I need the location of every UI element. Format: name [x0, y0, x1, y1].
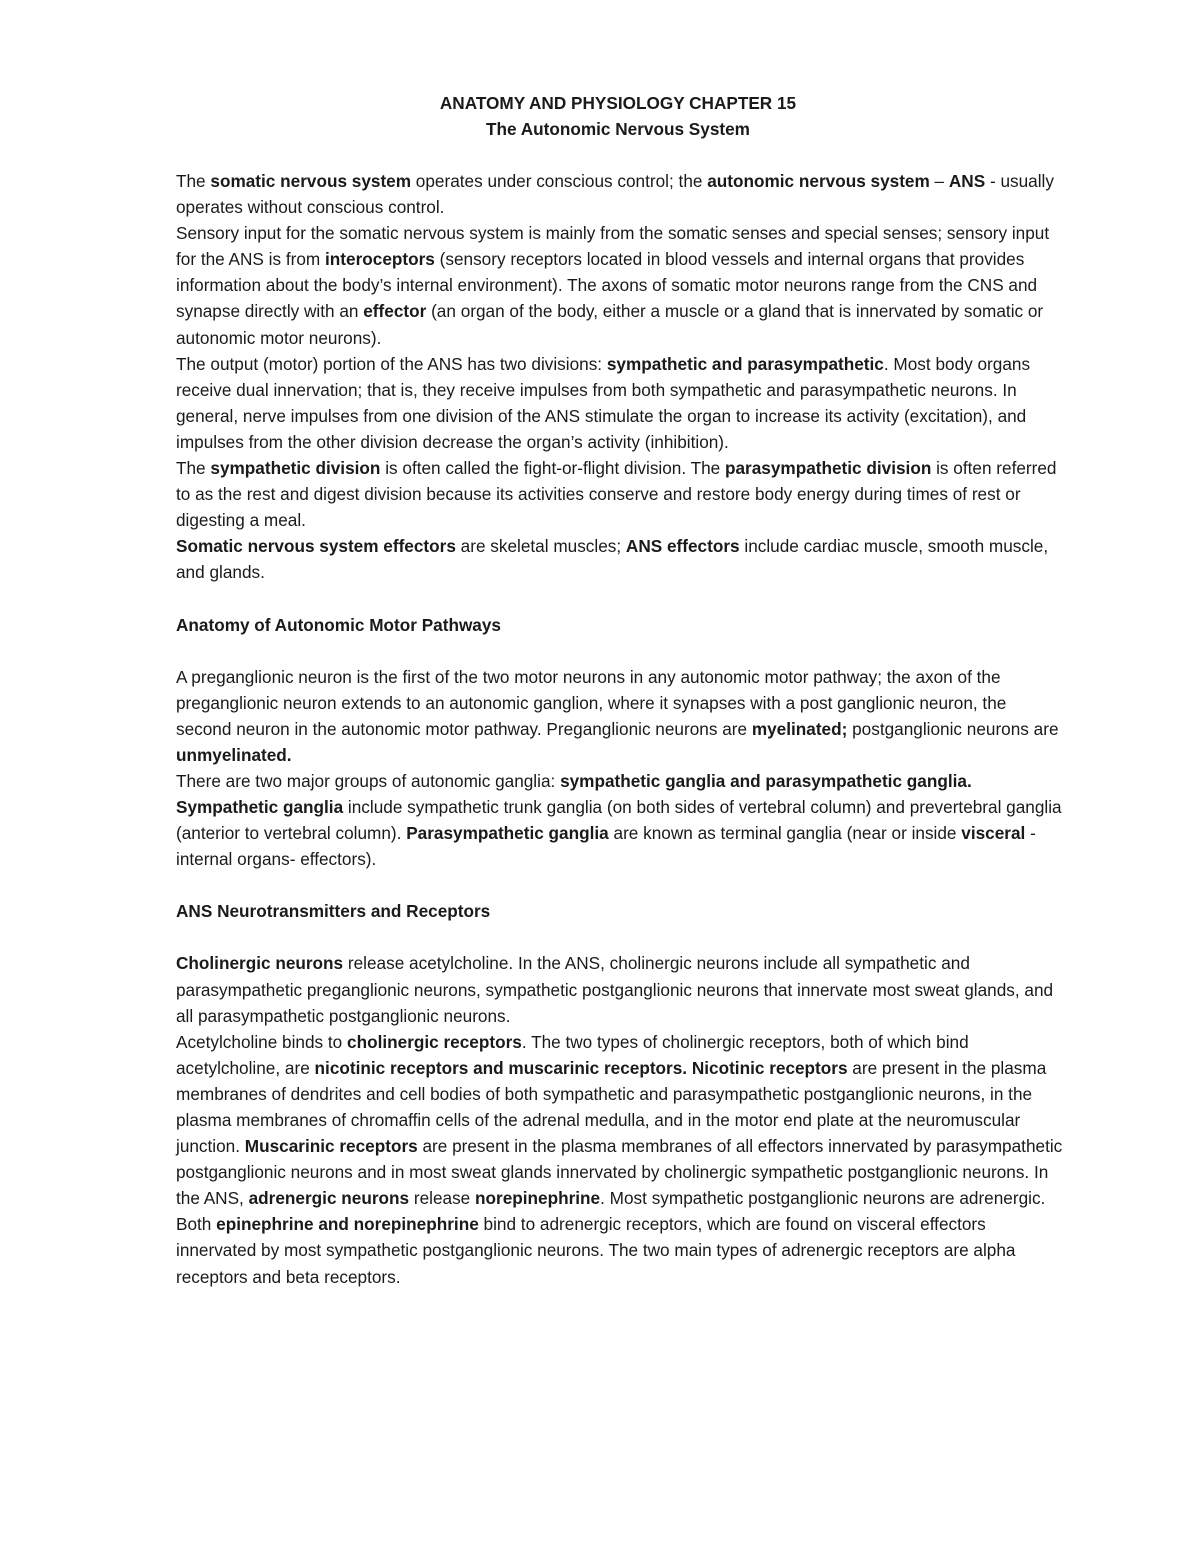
text-run: are present in the plasma membranes of all effectors innervated by parasympathetic postganglionic neurons and in most sweat glands innervated by cholinergic sympathetic postganglionic neurons. In the ANS,: [176, 1136, 1063, 1209]
bold-term: sympathetic ganglia and parasympathetic ganglia. Sympathetic ganglia: [176, 770, 972, 818]
bold-term: norepinephrine: [475, 1188, 601, 1209]
text-run: –: [929, 171, 949, 191]
page-title: ANATOMY AND PHYSIOLOGY CHAPTER 15: [439, 93, 797, 113]
bold-term: visceral: [961, 823, 1026, 844]
text-run: is often referred to as the rest and digest division because its activities conserve and restore body energy during times of rest or digesting a meal.: [176, 458, 1057, 531]
text-run: release: [409, 1188, 476, 1209]
bold-term: ANS: [948, 171, 986, 191]
text-run: include cardiac muscle, smooth muscle, and glands.: [176, 536, 1049, 583]
paragraph: [176, 1211, 1066, 1289]
bold-term: Muscarinic receptors: [244, 1136, 418, 1157]
bold-term: sympathetic division: [210, 458, 381, 479]
text-run: include sympathetic trunk ganglia (on both sides of vertebral column) and prevertebral ganglia (anterior to vertebral column).: [176, 797, 1062, 844]
spacer: [176, 924, 1066, 950]
bold-term: unmyelinated.: [176, 744, 292, 765]
bold-term: Cholinergic neurons: [176, 953, 344, 974]
paragraph: [176, 768, 1066, 872]
text-run: is often called the fight-or-flight division. The: [380, 458, 725, 479]
bold-term: parasympathetic division: [725, 458, 932, 479]
text-run: The: [176, 171, 211, 191]
paragraph: [176, 220, 1066, 350]
text-run: are known as terminal ganglia (near or inside: [608, 823, 962, 844]
bold-term: Parasympathetic ganglia: [406, 823, 609, 844]
text-run: are skeletal muscles;: [455, 536, 626, 557]
text-run: Acetylcholine binds to: [176, 1031, 348, 1052]
text-run: The: [176, 458, 211, 479]
text-run: are present in the plasma membranes of dendrites and cell bodies of both sympathetic and parasympathetic postganglionic neurons, in the plasma membranes of chromaffin cells of the adrenal medulla, and in the motor end plate at the neuromuscular junction.: [176, 1057, 1047, 1157]
text-run: There are two major groups of autonomic ganglia:: [176, 770, 561, 791]
paragraph: [176, 455, 1066, 533]
text-run: bind to adrenergic receptors, which are found on visceral effectors innervated by most sympathetic postganglionic neurons. The two main types of adrenergic receptors are alpha receptors and beta receptors.: [176, 1214, 1016, 1287]
paragraph: [176, 950, 1066, 1028]
paragraph: [176, 1029, 1066, 1212]
bold-term: cholinergic receptors: [347, 1031, 522, 1052]
bold-term: autonomic nervous system: [707, 171, 930, 191]
text-run: Both: [176, 1214, 217, 1235]
text-run: . Most body organs receive dual innervation; that is, they receive impulses from both sympathetic and parasympathetic neurons. In general, nerve impulses from one division of the ANS stimulate the organ to increase its activity (excitation), and impulses from the other division decrease the organ’s activity (inhibition).: [176, 353, 1031, 452]
text-run: (sensory receptors located in blood vessels and internal organs that provides information about the body’s internal environment). The axons of somatic motor neurons range from the CNS and synapse directly with an: [176, 249, 1038, 322]
text-run: . Most sympathetic postganglionic neurons are adrenergic.: [600, 1188, 1046, 1209]
paragraph: [176, 168, 1066, 220]
paragraph: [176, 664, 1066, 768]
text-run: Sensory input for the somatic nervous system is mainly from the somatic senses and special senses; sensory input for the ANS is from: [176, 223, 1050, 270]
paragraph: [176, 533, 1066, 585]
bold-term: effector: [363, 301, 427, 322]
bold-term: ANS effectors: [625, 536, 740, 557]
page-subtitle: The Autonomic Nervous System: [486, 119, 750, 139]
spacer: [176, 638, 1066, 664]
text-run: release acetylcholine. In the ANS, cholinergic neurons include all sympathetic and parasympathetic preganglionic neurons, sympathetic postganglionic neurons that innervate most sweat glands, and all parasympathetic postganglionic neurons.: [176, 953, 1054, 1026]
text-run: A preganglionic neuron is the first of the two motor neurons in any autonomic motor pathway; the axon of the preganglionic neuron extends to an autonomic ganglion, where it synapses with a post ganglionic neuron, the second neuron in the autonomic motor pathway. Preganglionic neurons are: [176, 666, 1007, 739]
bold-term: myelinated;: [751, 718, 848, 739]
bold-term: sympathetic and parasympathetic: [606, 353, 884, 374]
section-heading: ANS Neurotransmitters and Receptors: [176, 901, 491, 922]
spacer: [176, 872, 1066, 898]
title-block: [0, 90, 1200, 142]
bold-term: adrenergic neurons: [248, 1188, 410, 1209]
document-body: [176, 168, 1066, 1290]
bold-term: Somatic nervous system effectors: [176, 536, 456, 557]
bold-term: nicotinic receptors and muscarinic receptors. Nicotinic receptors: [314, 1057, 848, 1078]
text-run: . The two types of cholinergic receptors, both of which bind acetylcholine, are: [176, 1031, 969, 1078]
text-run: operates under conscious control; the: [411, 171, 708, 191]
text-run: postganglionic neurons are: [847, 718, 1059, 739]
text-run: The output (motor) portion of the ANS has two divisions:: [176, 353, 607, 374]
bold-term: interoceptors: [325, 249, 435, 270]
bold-term: epinephrine and norepinephrine: [216, 1214, 479, 1235]
spacer: [176, 586, 1066, 612]
text-run: - usually operates without conscious control.: [176, 171, 1054, 218]
text-run: (an organ of the body, either a muscle or a gland that is innervated by somatic or autonomic motor neurons).: [176, 301, 1044, 348]
section-heading: Anatomy of Autonomic Motor Pathways: [176, 614, 501, 635]
bold-term: somatic nervous system: [210, 171, 412, 191]
text-run: -internal organs- effectors).: [176, 823, 1036, 870]
paragraph: [176, 351, 1066, 455]
